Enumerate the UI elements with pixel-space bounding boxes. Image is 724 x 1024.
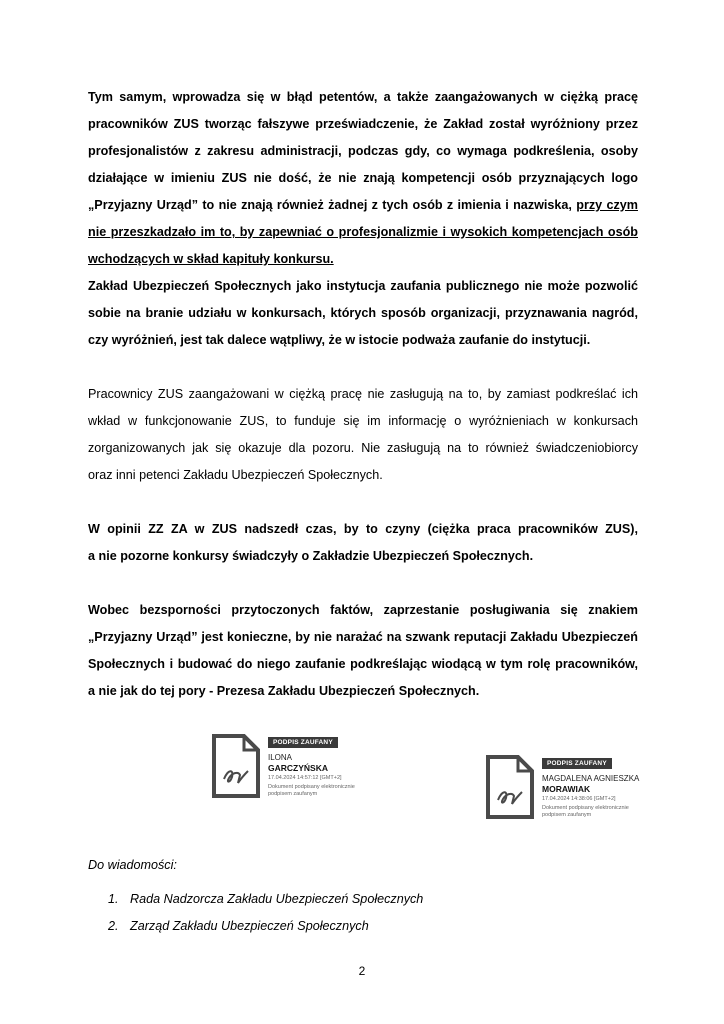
text-run: a nie pozorne konkursy świadczyły o Zakładzie Ubezpieczeń Społecznych. xyxy=(88,549,534,563)
text-run: czy wyróżnień, jest tak dalece wątpliwy, że w istocie podważa zaufanie do instytucji. xyxy=(88,333,591,347)
text-run: a nie jak do tej pory - Prezesa Zakładu Ubezpieczeń Społecznych. xyxy=(88,684,480,698)
paragraph-line xyxy=(88,300,638,327)
paragraph-line xyxy=(88,165,638,192)
underlined-text: wchodzących w skład kapituły konkursu. xyxy=(88,252,334,266)
signed-document-icon xyxy=(210,733,262,799)
signature-note-line-2: podpisem zaufanym xyxy=(542,812,592,818)
page-number: 2 xyxy=(358,964,366,978)
signed-document-icon xyxy=(484,754,536,820)
signer-first-name: MAGDALENA AGNIESZKA xyxy=(542,774,640,783)
text-run: sobie na branie udziału w konkursach, których sposób organizacji, przyznawania nagród, xyxy=(88,306,638,320)
text-run: Społecznych i budować do niego zaufanie podkreślając wiodącą w tym rolę pracowników, xyxy=(88,657,638,671)
text-run: zorganizowanych jak się okazuje dla pozoru. Nie zasługują na to również świadczeniobiorcy xyxy=(88,441,638,455)
signature-note-line-2: podpisem zaufanym xyxy=(268,791,318,797)
list-item xyxy=(108,886,423,913)
paragraph-line xyxy=(88,597,638,624)
signature-note xyxy=(542,805,629,819)
paragraph-2 xyxy=(88,273,638,354)
text-run: profesjonalistów z zakresu administracji, podczas gdy, co wymaga podkreślenia, osoby xyxy=(88,144,638,158)
underlined-text: przy czym xyxy=(576,198,638,212)
paragraph-line xyxy=(88,111,638,138)
paragraph-line xyxy=(88,651,638,678)
paragraph-line xyxy=(88,435,638,462)
signature-note xyxy=(268,784,355,798)
trusted-signature-1 xyxy=(210,733,390,803)
text-run: działające w imieniu ZUS nie dość, że nie znają kompetencji osób przyznających logo xyxy=(88,171,638,185)
signature-note-line-1: Dokument podpisany elektronicznie xyxy=(542,805,629,811)
paragraph-line xyxy=(88,678,638,705)
text-run: „Przyjazny Urząd” to nie znają również żadnej z tych osób z imienia i nazwiska, xyxy=(88,198,577,212)
paragraph-line xyxy=(88,138,638,165)
trusted-signature-2 xyxy=(484,754,664,824)
paragraph-line xyxy=(88,192,638,219)
text-run: W opinii ZZ ZA w ZUS nadszedł czas, by to czyny (ciężka praca pracowników ZUS), xyxy=(88,522,638,536)
text-run: Tym samym, wprowadza się w błąd petentów, a także zaangażowanych w ciężką pracę xyxy=(88,90,638,104)
paragraph-line xyxy=(88,543,638,570)
paragraph-line xyxy=(88,381,638,408)
signer-first-name: ILONA xyxy=(268,753,293,762)
text-run: Wobec bezsporności przytoczonych faktów, zaprzestanie posługiwania się znakiem xyxy=(88,603,638,617)
paragraph-line xyxy=(88,246,638,273)
list-item-text: Zarząd Zakładu Ubezpieczeń Społecznych xyxy=(130,919,369,933)
signature-badge: PODPIS ZAUFANY xyxy=(268,737,338,748)
paragraph-4 xyxy=(88,516,638,570)
signer-last-name: GARCZYŃSKA xyxy=(268,763,328,773)
signature-note-line-1: Dokument podpisany elektronicznie xyxy=(268,784,355,790)
distribution-title: Do wiadomości: xyxy=(88,858,177,872)
text-run: Zakład Ubezpieczeń Społecznych jako instytucja zaufania publicznego nie może pozwolić xyxy=(88,279,638,293)
distribution-list xyxy=(108,886,423,940)
text-run: „Przyjazny Urząd” jest konieczne, by nie narażać na szwank reputacji Zakładu Ubezpieczeń xyxy=(88,630,638,644)
text-run: Pracownicy ZUS zaangażowani w ciężką pracę nie zasługują na to, by zamiast podkreślać ich xyxy=(88,387,638,401)
signer-last-name: MORAWIAK xyxy=(542,784,591,794)
list-item xyxy=(108,913,423,940)
list-item-number: 1. xyxy=(108,892,119,906)
text-run: oraz inni petenci Zakładu Ubezpieczeń Społecznych. xyxy=(88,468,383,482)
underlined-text: nie przeszkadzało im to, by zapewniać o profesjonalizmie i wysokich kompetencjach osób xyxy=(88,225,638,239)
paragraph-line xyxy=(88,516,638,543)
paragraph-1 xyxy=(88,84,638,273)
text-run: pracowników ZUS tworząc fałszywe przeświadczenie, że Zakład został wyróżniony przez xyxy=(88,117,638,131)
list-item-text: Rada Nadzorcza Zakładu Ubezpieczeń Społecznych xyxy=(130,892,424,906)
signature-date: 17.04.2024 14:57:12 [GMT+2] xyxy=(268,775,342,781)
signature-badge: PODPIS ZAUFANY xyxy=(542,758,612,769)
paragraph-line xyxy=(88,219,638,246)
paragraph-line xyxy=(88,462,638,489)
signature-date: 17.04.2024 14:38:06 [GMT+2] xyxy=(542,796,616,802)
paragraph-5 xyxy=(88,597,638,705)
text-run: wkład w funkcjonowanie ZUS, to funduje się im informację o wyróżnieniach w konkursach xyxy=(88,414,638,428)
paragraph-line xyxy=(88,327,638,354)
paragraph-line xyxy=(88,273,638,300)
paragraph-line xyxy=(88,408,638,435)
paragraph-3 xyxy=(88,381,638,489)
paragraph-line xyxy=(88,624,638,651)
paragraph-line xyxy=(88,84,638,111)
list-item-number: 2. xyxy=(108,919,119,933)
